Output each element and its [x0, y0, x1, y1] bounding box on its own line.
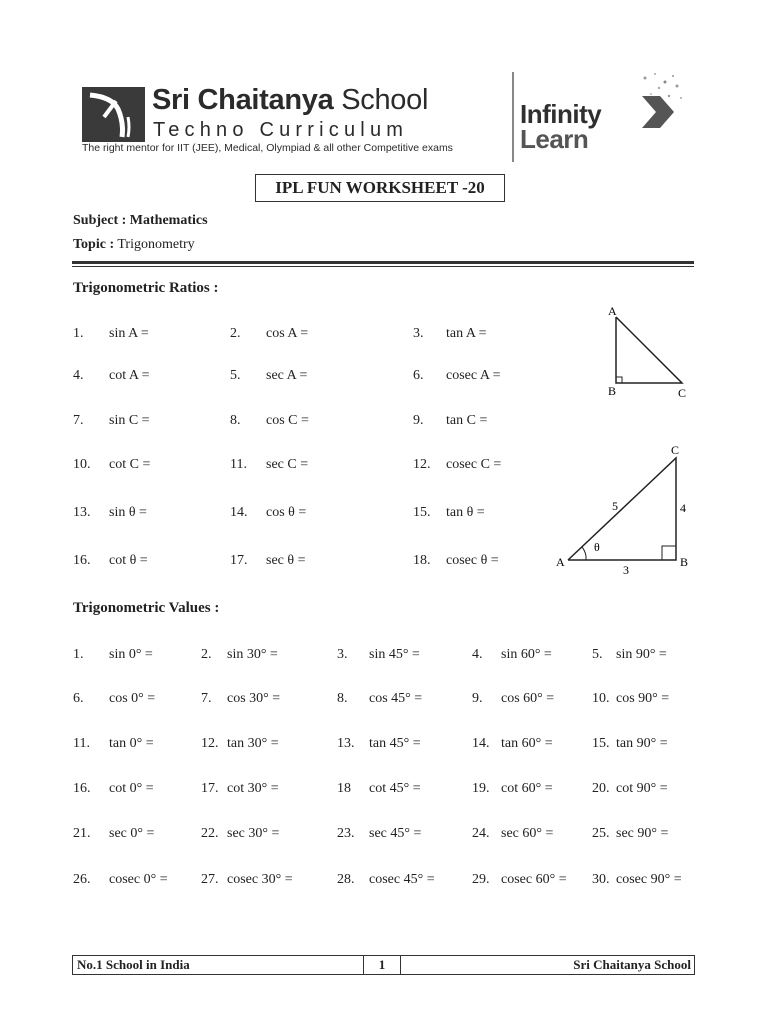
worksheet-title: IPL FUN WORKSHEET -20 — [255, 174, 505, 202]
value-question-number: 5. — [592, 647, 603, 662]
ratio-question: tan θ = — [446, 505, 485, 520]
value-question: sin 90° = — [616, 647, 667, 662]
ratio-question: sin C = — [109, 413, 150, 428]
ratio-question: cot θ = — [109, 553, 148, 568]
value-question: cosec 45° = — [369, 872, 435, 887]
divider-rule — [72, 261, 694, 264]
subject-line: Subject : Mathematics — [73, 213, 208, 228]
value-question: cosec 30° = — [227, 872, 293, 887]
value-question: cot 0° = — [109, 781, 154, 796]
value-question-number: 28. — [337, 872, 355, 887]
value-question: sec 30° = — [227, 826, 280, 841]
divider-rule-thin — [72, 266, 694, 267]
value-question: cos 90° = — [616, 691, 670, 706]
section-heading-ratios: Trigonometric Ratios : — [73, 280, 219, 296]
value-question-number: 24. — [472, 826, 490, 841]
ratio-question: tan A = — [446, 326, 487, 341]
ratio-question-number: 17. — [230, 553, 248, 568]
ratio-question-number: 10. — [73, 457, 91, 472]
ratio-question: cos θ = — [266, 505, 307, 520]
value-question-number: 29. — [472, 872, 490, 887]
vertex-label-b: B — [608, 384, 617, 398]
ratio-question: cot C = — [109, 457, 151, 472]
page-number: 1 — [363, 955, 401, 975]
ratio-question-number: 13. — [73, 505, 91, 520]
value-question-number: 25. — [592, 826, 610, 841]
value-question: cosec 0° = — [109, 872, 168, 887]
ratio-question-number: 2. — [230, 326, 241, 341]
value-question: cot 60° = — [501, 781, 553, 796]
value-question-number: 15. — [592, 736, 610, 751]
opposite-side-label: 4 — [680, 501, 686, 515]
ratio-question-number: 3. — [413, 326, 424, 341]
ratio-question-number: 8. — [230, 413, 241, 428]
ratio-question-number: 7. — [73, 413, 84, 428]
value-question-number: 22. — [201, 826, 219, 841]
chevron-arrow-icon — [640, 92, 680, 132]
value-question: cosec 60° = — [501, 872, 567, 887]
value-question-number: 10. — [592, 691, 610, 706]
ratio-question-number: 6. — [413, 368, 424, 383]
adjacent-side-label: 3 — [623, 563, 629, 577]
value-question-number: 20. — [592, 781, 610, 796]
hypotenuse-label: 5 — [612, 499, 618, 513]
value-question-number: 2. — [201, 647, 212, 662]
right-triangle-abc-diagram — [600, 305, 700, 400]
value-question-number: 8. — [337, 691, 348, 706]
value-question: tan 0° = — [109, 736, 154, 751]
value-question-number: 14. — [472, 736, 490, 751]
value-question: cosec 90° = — [616, 872, 682, 887]
ratio-question-number: 11. — [230, 457, 247, 472]
brand-tagline: The right mentor for IIT (JEE), Medical, Olympiad & all other Competitive exams — [82, 142, 453, 154]
value-question: sec 0° = — [109, 826, 155, 841]
ratio-question-number: 5. — [230, 368, 241, 383]
ratio-question-number: 9. — [413, 413, 424, 428]
ratio-question-number: 4. — [73, 368, 84, 383]
vertex-label-a: A — [556, 555, 565, 569]
footer-right: Sri Chaitanya School — [573, 957, 691, 972]
value-question-number: 19. — [472, 781, 490, 796]
right-triangle-theta-diagram — [550, 440, 700, 580]
brand-title: Sri Chaitanya School — [152, 84, 429, 116]
value-question-number: 27. — [201, 872, 219, 887]
ratio-question: tan C = — [446, 413, 488, 428]
road-logo-icon — [82, 87, 145, 142]
value-question-number: 13. — [337, 736, 355, 751]
ratio-question: cosec A = — [446, 368, 501, 383]
ratio-question-number: 12. — [413, 457, 431, 472]
ratio-question: cos A = — [266, 326, 309, 341]
angle-theta-label: θ — [594, 540, 600, 554]
value-question: cos 60° = — [501, 691, 555, 706]
brand-subtitle: Techno Curriculum — [153, 119, 409, 141]
value-question-number: 7. — [201, 691, 212, 706]
partner-logo-learn: Learn — [520, 124, 589, 154]
school-logo — [82, 87, 145, 142]
ratio-question: cosec C = — [446, 457, 502, 472]
value-question-number: 30. — [592, 872, 610, 887]
value-question: sin 60° = — [501, 647, 552, 662]
value-question-number: 23. — [337, 826, 355, 841]
section-heading-values: Trigonometric Values : — [73, 600, 220, 616]
ratio-question: cos C = — [266, 413, 309, 428]
value-question: cot 45° = — [369, 781, 421, 796]
value-question-number: 1. — [73, 647, 84, 662]
value-question: sec 90° = — [616, 826, 669, 841]
value-question: sin 45° = — [369, 647, 420, 662]
value-question: cos 45° = — [369, 691, 423, 706]
vertex-label-a: A — [608, 305, 617, 318]
value-question: cos 30° = — [227, 691, 281, 706]
value-question-number: 3. — [337, 647, 348, 662]
ratio-question-number: 1. — [73, 326, 84, 341]
value-question: tan 90° = — [616, 736, 668, 751]
ratio-question: sec A = — [266, 368, 308, 383]
value-question-number: 17. — [201, 781, 219, 796]
value-question: tan 45° = — [369, 736, 421, 751]
header-divider — [512, 72, 514, 162]
footer-left: No.1 School in India — [77, 957, 190, 972]
value-question-number: 6. — [73, 691, 84, 706]
ratio-question: cot A = — [109, 368, 150, 383]
value-question: tan 30° = — [227, 736, 279, 751]
value-question: sin 30° = — [227, 647, 278, 662]
value-question: cot 90° = — [616, 781, 668, 796]
ratio-question: sec θ = — [266, 553, 306, 568]
value-question-number: 16. — [73, 781, 91, 796]
vertex-label-c: C — [671, 443, 680, 457]
value-question-number: 18 — [337, 781, 351, 796]
ratio-question-number: 16. — [73, 553, 91, 568]
vertex-label-b: B — [680, 555, 689, 569]
topic-line: Topic : Trigonometry — [73, 237, 195, 252]
value-question: tan 60° = — [501, 736, 553, 751]
ratio-question: sin θ = — [109, 505, 147, 520]
partner-logo-infinity: Infinity — [520, 99, 602, 129]
ratio-question-number: 18. — [413, 553, 431, 568]
ratio-question: cosec θ = — [446, 553, 499, 568]
ratio-question: sec C = — [266, 457, 309, 472]
value-question: cot 30° = — [227, 781, 279, 796]
ratio-question-number: 14. — [230, 505, 248, 520]
value-question-number: 4. — [472, 647, 483, 662]
value-question: cos 0° = — [109, 691, 156, 706]
value-question-number: 21. — [73, 826, 91, 841]
value-question-number: 26. — [73, 872, 91, 887]
value-question-number: 11. — [73, 736, 90, 751]
value-question: sec 45° = — [369, 826, 422, 841]
vertex-label-c: C — [678, 386, 687, 400]
value-question-number: 12. — [201, 736, 219, 751]
ratio-question: sin A = — [109, 326, 149, 341]
page-footer — [72, 955, 695, 975]
value-question: sec 60° = — [501, 826, 554, 841]
ratio-question-number: 15. — [413, 505, 431, 520]
value-question-number: 9. — [472, 691, 483, 706]
value-question: sin 0° = — [109, 647, 153, 662]
